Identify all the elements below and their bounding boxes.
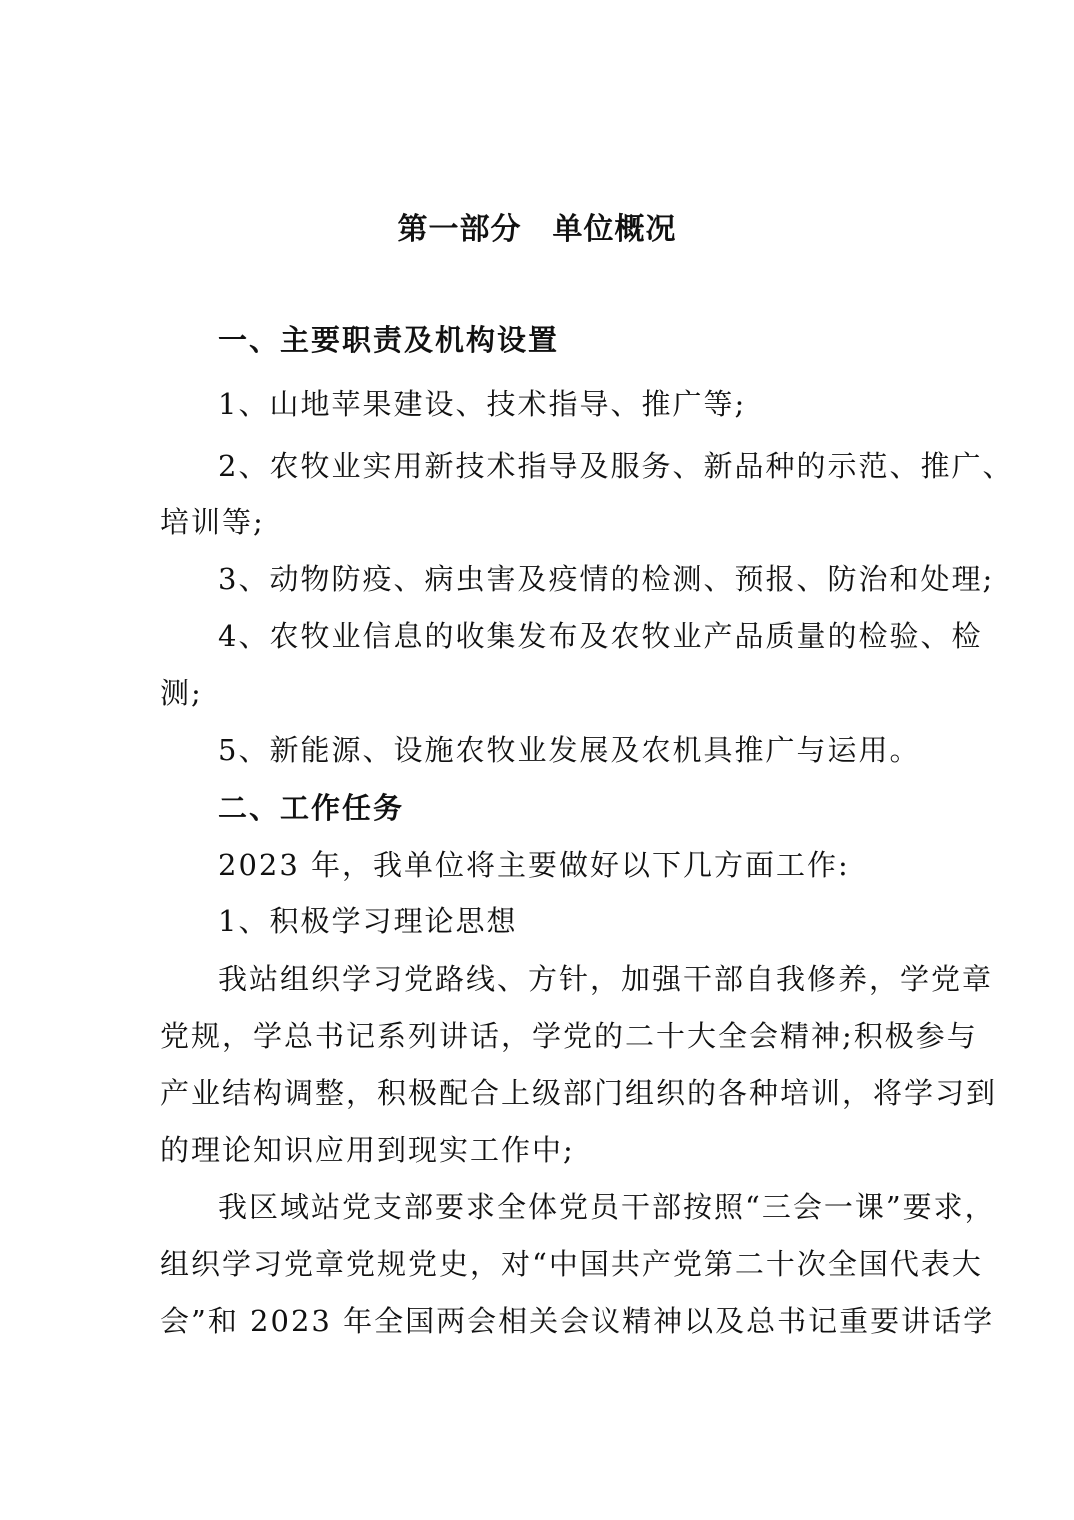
duty-item-4: 4、农牧业信息的收集发布及农牧业产品质量的检验、检: [218, 619, 983, 653]
duty-item-3: 3、动物防疫、病虫害及疫情的检测、预报、防治和处理;: [218, 562, 995, 596]
duty-item-1: 1、山地苹果建设、技术指导、推广等;: [218, 387, 747, 421]
paragraph-2-line-2: 组织学习党章党规党史，对“中国共产党第二十次全国代表大: [160, 1247, 983, 1281]
paragraph-2-line-3: 会”和 2023 年全国两会相关会议精神以及总书记重要讲话学: [160, 1304, 995, 1338]
tasks-intro: 2023 年，我单位将主要做好以下几方面工作:: [218, 848, 850, 882]
section-heading-duties: 一、主要职责及机构设置: [218, 323, 560, 357]
paragraph-1-line-3: 产业结构调整，积极配合上级部门组织的各种培训，将学习到: [160, 1076, 998, 1110]
task-subheading-1: 1、积极学习理论思想: [218, 904, 518, 938]
duty-item-2: 2、农牧业实用新技术指导及服务、新品种的示范、推广、: [218, 449, 1014, 483]
duty-item-4-cont: 测;: [160, 676, 203, 710]
page-title: 第一部分 单位概况: [397, 212, 677, 247]
paragraph-1-line-4: 的理论知识应用到现实工作中;: [160, 1133, 575, 1167]
section-heading-tasks: 二、工作任务: [218, 791, 405, 825]
paragraph-1-line-1: 我站组织学习党路线、方针，加强干部自我修养，学党章: [218, 962, 994, 996]
duty-item-5: 5、新能源、设施农牧业发展及农机具推广与运用。: [218, 733, 921, 767]
paragraph-2-line-1: 我区域站党支部要求全体党员干部按照“三会一课”要求，: [218, 1190, 996, 1224]
duty-item-2-cont: 培训等;: [160, 505, 265, 539]
paragraph-1-line-2: 党规，学总书记系列讲话，学党的二十大全会精神;积极参与: [160, 1019, 978, 1053]
